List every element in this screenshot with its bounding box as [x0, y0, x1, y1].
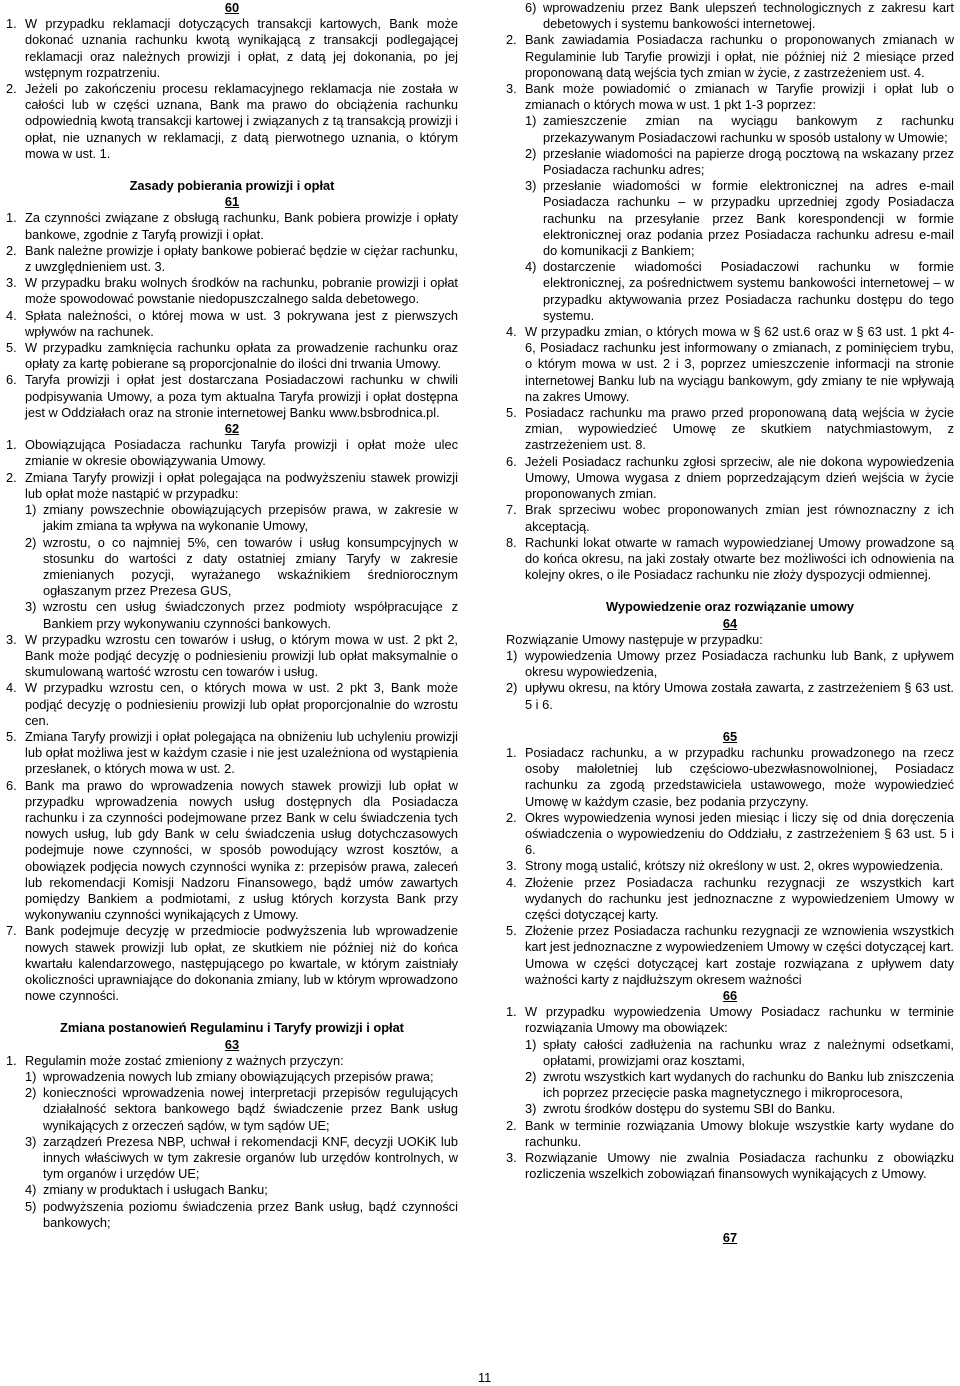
item-text: Taryfa prowizji i opłat jest dostarczana Posiadaczowi rachunku w chwili podpisywania Umowy, a poza tym aktualna Taryfa prowizji i opłat dostępna jest w Oddziałach oraz na stronie internetowej Banku www.bsbrodnica.pl.: [25, 372, 458, 420]
item-text: Rozwiązanie Umowy nie zwalnia Posiadacza rachunku z obowiązku rozliczenia wszelkich zobowiązań finansowych wynikających z Umowy.: [525, 1150, 954, 1182]
numbered-item: [506, 923, 954, 988]
item-text: Za czynności związane z obsługą rachunku, Bank pobiera prowizje i opłaty bankowe, zgodnie z Taryfą prowizji i opłat.: [25, 210, 458, 242]
item-number: 6.: [6, 372, 17, 388]
paragraph-number: 62: [224, 421, 240, 437]
item-number: 2.: [506, 809, 517, 825]
item-text: wprowadzeniu przez Bank ulepszeń technologicznych z zakresu kart debetowych i systemu bankowości internetowej.: [543, 0, 954, 32]
spacer: [506, 1198, 954, 1214]
item-text: Zmiana Taryfy prowizji i opłat polegająca na obniżeniu lub uchyleniu prowizji lub opłat możliwa jest w każdym czasie i nie jest uzależniona od wystąpienia przesłanek, o których mowa w ust. 2.: [25, 728, 458, 777]
item-number: 1): [25, 1069, 37, 1084]
numbered-item: [6, 778, 458, 924]
item-number: 2.: [6, 469, 17, 485]
numbered-item: [506, 745, 954, 810]
item-number: 6.: [6, 777, 17, 793]
item-text: Złożenie przez Posiadacza rachunku rezygnacji ze wznowienia wszystkich kart jest jednoznaczne z wypowiedzeniem Umowy w części dotyczącej kart. Umowa w części dotyczącej kart zostaje rozwiązana z upływem daty ważności karty z najdłuższym okresem ważności: [525, 923, 954, 987]
numbered-item: [6, 340, 458, 372]
item-text: W przypadku wypowiedzenia Umowy Posiadacz rachunku w terminie rozwiązania Umowy ma obowiązek:: [525, 1004, 954, 1036]
item-number: 1.: [6, 1052, 17, 1068]
item-text: Okres wypowiedzenia wynosi jeden miesiąc i liczy się od dnia doręczenia oświadczenia o wypowiedzeniu do Oddziału, z zastrzeżeniem § 63 ust. 5 i 6.: [525, 809, 954, 858]
numbered-item: [506, 454, 954, 503]
item-text: Regulamin może zostać zmieniony z ważnych przyczyn:: [25, 1052, 344, 1068]
item-number: 2.: [6, 81, 17, 97]
item-number: 5.: [6, 728, 17, 744]
paragraph-number: 63: [224, 1036, 240, 1052]
item-text: zmiany w produktach i usługach Banku;: [43, 1182, 268, 1198]
item-text: wzrostu cen usług świadczonych przez podmioty współpracujące z Bankiem przy wykonywaniu czynności bankowych.: [43, 599, 458, 631]
sub-item: [6, 1199, 458, 1231]
sub-item: [6, 1182, 458, 1198]
item-number: 3.: [506, 81, 517, 97]
numbered-item: [506, 1118, 954, 1150]
item-number: 3): [525, 178, 537, 194]
numbered-item: [6, 729, 458, 778]
item-text: wzrostu, o co najmniej 5%, cen towarów i usług konsumpcyjnych w stosunku do wartości z daty ostatniej zmiany Taryfy w zakresie zmienianych pozycji, wyrażanego wskaźnikiem średniorocznym ogłaszanym przez Prezesa GUS,: [43, 534, 458, 599]
item-number: 2.: [506, 32, 517, 48]
spacer: [506, 713, 954, 729]
item-number: 5.: [6, 340, 17, 356]
item-text: Spłata należności, o której mowa w ust. 3 pokrywana jest z pierwszych wpływów na rachunek.: [25, 307, 458, 339]
numbered-item: [506, 32, 954, 81]
item-text: Bank zawiadamia Posiadacza rachunku o proponowanych zmianach w Regulaminie lub Taryfie prowizji i opłat, nie później niż 2 miesiące przed proponowaną datą wejścia tych zmian w życie, z zastrzeżeniem ust. 4.: [525, 32, 954, 80]
section-heading: Zasady pobierania prowizji i opłat: [129, 178, 335, 194]
section-heading: Zmiana postanowień Regulaminu i Taryfy prowizji i opłat: [60, 1020, 404, 1036]
paragraph-number: 64: [722, 615, 738, 631]
page-number: 11: [478, 1370, 492, 1385]
item-text: W przypadku zamknięcia rachunku opłata za prowadzenie rachunku oraz opłaty za kartę pobierane są proporcjonalnie do ilości dni trwania Umowy.: [25, 340, 458, 372]
item-text: podwyższenia poziomu świadczenia przez Bank usług, bądź czynności bankowych;: [43, 1198, 458, 1230]
numbered-item: [506, 502, 954, 534]
item-text: W przypadku zmian, o których mowa w § 62 ust.6 oraz w § 63 ust. 1 pkt 4-6, Posiadacz rachunku jest informowany o zmianach, z pominięciem trybu, o którym mowa w ust. 2 i 3, poprzez umieszczenie informacji na stronie internetowej Banku lub na wyciągu bankowym, gdy zmiany te nie wpływają na zakres Umowy.: [525, 324, 954, 404]
item-text: spłaty całości zadłużenia na rachunku wraz z należnymi odsetkami, opłatami, prowizjami oraz kosztami,: [543, 1036, 954, 1068]
item-text: Jeżeli po zakończeniu procesu reklamacyjnego reklamacja nie została w całości lub w części uznana, Bank ma prawo do obciążenia rachunku odpowiednią kwotą transakcji kartowej i związanych z tą transakcją prowizji i opłat, nie uznanych w reklamacji, z datą pierwotnego uznania, o którym mowa w ust. 1.: [25, 81, 458, 161]
item-number: 3): [525, 1101, 537, 1117]
item-number: 2.: [6, 242, 17, 258]
item-text: Rachunki lokat otwarte w ramach wypowiedzianej Umowy prowadzone są do końca okresu, na jaki zostały otwarte bez możliwości ich odnowienia na kolejny okres, o ile Posiadacz rachunku nie złoży dyspozycji odmiennej.: [525, 534, 954, 583]
item-number: 1.: [506, 1004, 517, 1020]
item-text: Jeżeli Posiadacz rachunku zgłosi sprzeciw, ale nie dokona wypowiedzenia Umowy, Umowa wygasa z dniem poprzedzającym dzień wejścia w życie proponowanych zmian.: [525, 453, 954, 502]
item-number: 2): [525, 1069, 537, 1084]
paragraph-number: 67: [722, 1230, 738, 1246]
item-text: Posiadacz rachunku ma prawo przed proponowaną datą wejścia w życie zmian, wypowiedzieć Umowę ze skutkiem natychmiastowym, z zastrzeżeniem ust. 8.: [525, 405, 954, 453]
spacer: [6, 162, 458, 178]
item-number: 1.: [6, 437, 17, 453]
sub-item: [506, 178, 954, 259]
item-number: 8.: [506, 534, 517, 550]
spacer: [506, 1214, 954, 1230]
item-text: Obowiązująca Posiadacza rachunku Taryfa prowizji i opłat może ulec zmianie w okresie obowiązywania Umowy.: [25, 437, 458, 469]
numbered-item: [506, 648, 954, 680]
item-text: Bank ma prawo do wprowadzenia nowych stawek prowizji lub opłat w przypadku wprowadzenia nowych usług dostępnych dla Posiadacza rachunku i za czynności podejmowane przez Bank w celu świadczenia tych nowych usług, lub gdy Bank w celu świadczenia usług dotychczasowych podejmuje nowe czynności, w sposób powodujący wzrost kosztów, a obowiązek podjęcia nowych czynności wynika z: przepisów prawa, zaleceń lub rekomendacji Komisji Nadzoru Finansowego, bądź umów zawartych pomiędzy Bankiem a podmiotami, z usług których korzysta Bank przy wykonywaniu czynności wynikających z Umowy.: [25, 777, 458, 923]
sub-item: [6, 535, 458, 600]
numbered-item: [506, 680, 954, 712]
item-number: 2): [25, 1085, 37, 1101]
sub-item: [506, 146, 954, 178]
numbered-item: [506, 858, 954, 874]
numbered-item: [6, 372, 458, 421]
section-heading: Wypowiedzenie oraz rozwiązanie umowy: [606, 599, 854, 615]
item-text: Brak sprzeciwu wobec proponowanych zmian jest równoznaczny z ich akceptacją.: [525, 502, 954, 534]
numbered-item: [6, 1053, 458, 1069]
item-number: 1): [525, 113, 537, 129]
item-number: 2): [506, 680, 518, 696]
item-text: Strony mogą ustalić, krótszy niż określony w ust. 2, okres wypowiedzenia.: [525, 858, 944, 874]
numbered-item: [506, 1004, 954, 1036]
item-number: 3.: [6, 631, 17, 647]
spacer: [6, 1004, 458, 1020]
item-number: 1): [506, 647, 518, 663]
item-number: 7.: [506, 502, 517, 518]
item-number: 2): [525, 145, 537, 161]
numbered-item: [6, 308, 458, 340]
item-number: 1.: [6, 210, 17, 226]
numbered-item: [506, 324, 954, 405]
item-number: 2.: [506, 1117, 517, 1133]
item-number: 1): [525, 1036, 537, 1052]
numbered-item: [6, 81, 458, 162]
sub-item: [506, 113, 954, 145]
item-text: Bank w terminie rozwiązania Umowy blokuje wszystkie karty wydane do rachunku.: [525, 1117, 954, 1149]
sub-item: [6, 599, 458, 631]
item-text: zarządzeń Prezesa NBP, uchwał i rekomendacji KNF, decyzji UOKiK lub innych właściwych w tym zakresie organów lub urzędów kontrolnych, w tym organów i urzędów UE;: [43, 1133, 458, 1182]
item-text: upływu okresu, na który Umowa została zawarta, z zastrzeżeniem § 63 ust. 5 i 6.: [525, 680, 954, 712]
numbered-item: [506, 535, 954, 584]
item-number: 6.: [506, 453, 517, 469]
sub-item: [506, 1101, 954, 1117]
item-text: W przypadku wzrostu cen, o których mowa w ust. 2 pkt 3, Bank może podjąć decyzję o podniesieniu prowizji lub opłat proporcjonalnie do wzrostu cen.: [25, 680, 458, 728]
sub-item: [506, 1069, 954, 1101]
sub-item: [506, 0, 954, 32]
item-number: 5.: [506, 923, 517, 939]
numbered-item: [506, 810, 954, 859]
sub-item: [506, 1037, 954, 1069]
item-text: Bank może powiadomić o zmianach w Taryfie prowizji i opłat lub o zmianach o których mowa w ust. 1 pkt 1-3 poprzez:: [525, 81, 954, 113]
item-number: 4.: [6, 680, 17, 696]
sub-item: [6, 1134, 458, 1183]
numbered-item: [6, 437, 458, 469]
item-text: zmiany powszechnie obowiązujących przepisów prawa, w zakresie w jakim zmiana ta wpływa na wykonanie Umowy,: [43, 502, 458, 534]
numbered-item: [506, 1150, 954, 1182]
item-number: 3.: [6, 275, 17, 291]
item-number: 4.: [506, 324, 517, 340]
item-number: 1.: [6, 16, 17, 32]
item-number: 3): [25, 599, 37, 615]
item-number: 6): [525, 0, 537, 15]
item-text: Bank należne prowizje i opłaty bankowe pobierać będzie w ciężar rachunku, z uwzględnieniem ust. 3.: [25, 242, 458, 275]
item-number: 3.: [506, 1150, 517, 1166]
numbered-item: [6, 275, 458, 307]
item-text: konieczności wprowadzenia nowej interpretacji przepisów regulujących działalność sektora bankowego bądź świadczenie przez Bank usług wynikających z orzeczeń sądów, w tym sądów UE;: [43, 1085, 458, 1133]
sub-item: [6, 502, 458, 534]
numbered-item: [6, 680, 458, 729]
spacer: [506, 583, 954, 599]
spacer: [506, 1182, 954, 1198]
item-text: zwrotu środków dostępu do systemu SBI do Banku.: [543, 1101, 836, 1117]
left-column: [6, 0, 458, 1231]
numbered-item: [6, 470, 458, 502]
numbered-item: [6, 632, 458, 681]
item-text: zwrotu wszystkich kart wydanych do rachunku do Banku lub zniszczenia ich poprzez przecięcie paska magnetycznego i mikroprocesora,: [543, 1069, 954, 1101]
body-text: Rozwiązanie Umowy następuje w przypadku:: [506, 631, 763, 647]
item-number: 3): [25, 1133, 37, 1149]
item-text: Złożenie przez Posiadacza rachunku rezygnacji ze wszystkich kart wydanych do rachunku jest jednoznaczne z wypowiedzeniem Umowy w części dotyczącej karty.: [525, 874, 954, 922]
paragraph-number: 66: [722, 987, 738, 1003]
item-text: W przypadku braku wolnych środków na rachunku, pobranie prowizji i opłat może spowodować powstanie niedopuszczalnego salda debetowego.: [25, 275, 458, 307]
item-number: 4): [25, 1182, 37, 1198]
paragraph-number: 60: [224, 0, 240, 15]
item-text: przesłanie wiadomości w formie elektronicznej na adres e-mail Posiadacza rachunku – w przypadku uprzedniej zgody Posiadacza rachunku na przesyłanie przez Bank korespondencji w formie elektronicznej oraz podania przez Posiadacza rachunku adresu e-mail do komunikacji z Bankiem;: [543, 178, 954, 259]
sub-item: [6, 1085, 458, 1134]
numbered-item: [6, 923, 458, 1004]
sub-item: [6, 1069, 458, 1085]
item-number: 7.: [6, 923, 17, 939]
item-number: 4.: [6, 307, 17, 323]
numbered-item: [6, 16, 458, 81]
item-number: 4.: [506, 874, 517, 890]
item-text: wypowiedzenia Umowy przez Posiadacza rachunku lub Bank, z upływem okresu wypowiedzenia,: [525, 647, 954, 680]
item-number: 1): [25, 502, 37, 518]
numbered-item: [6, 243, 458, 275]
item-number: 3.: [506, 858, 517, 874]
item-text: przesłanie wiadomości na papierze drogą pocztową na wskazany przez Posiadacza rachunku adres;: [543, 145, 954, 178]
item-text: wprowadzenia nowych lub zmiany obowiązujących przepisów prawa;: [43, 1069, 434, 1084]
item-number: 5): [25, 1198, 37, 1214]
item-text: W przypadku reklamacji dotyczących transakcji kartowych, Bank może dokonać uznania rachunku kwotą wynikającą z transakcji podlegającej reklamacji oraz należnych prowizji i opłat, z datą jej dokonania, po jej wstępnym rozpatrzeniu.: [25, 16, 458, 80]
item-number: 2): [25, 534, 37, 550]
sub-item: [506, 259, 954, 324]
numbered-item: [506, 875, 954, 924]
item-text: dostarczenie wiadomości Posiadaczowi rachunku w formie elektronicznej, za pośrednictwem systemu bankowości internetowej – w przypadku aktywowania przez Posiadacza rachunku dostępu do tego systemu.: [543, 259, 954, 323]
paragraph-number: 65: [722, 728, 738, 744]
item-text: Zmiana Taryfy prowizji i opłat polegająca na podwyższeniu stawek prowizji lub opłat może nastąpić w przypadku:: [25, 469, 458, 501]
item-text: Posiadacz rachunku, a w przypadku rachunku prowadzonego na rzecz osoby małoletniej lub częściowo-ubezwłasnowolnionej, Posiadacz rachunku za zgodą przedstawiciela ustawowego, może wypowiedzieć Umowę w każdym czasie, bez podania przyczyny.: [525, 744, 954, 809]
item-number: 5.: [506, 405, 517, 421]
item-number: 4): [525, 259, 537, 275]
item-text: zamieszczenie zmian na wyciągu bankowym z rachunku przekazywanym Posiadaczowi rachunku w sposób ustalony w Umowie;: [543, 113, 954, 145]
numbered-item: [506, 81, 954, 113]
numbered-item: [6, 210, 458, 242]
item-number: 1.: [506, 744, 517, 760]
right-column: [506, 0, 954, 1247]
paragraph-number: 61: [224, 194, 240, 210]
numbered-item: [506, 405, 954, 454]
item-text: W przypadku wzrostu cen towarów i usług, o którym mowa w ust. 2 pkt 2, Bank może podjąć decyzję o podniesieniu prowizji lub opłat maksymalnie o skumulowaną wartość wzrostu cen towarów i usług.: [25, 631, 458, 680]
item-text: Bank podejmuje decyzję w przedmiocie podwyższenia lub wprowadzenie nowych stawek prowizji lub opłat, ze skutkiem nie później niż do końca kwartału kalendarzowego, następującego po kwartale, w którym zaistniały okoliczności uprawniające do dokonania zmiany, lub w którym wprowadzono nowe czynności.: [25, 923, 458, 1004]
